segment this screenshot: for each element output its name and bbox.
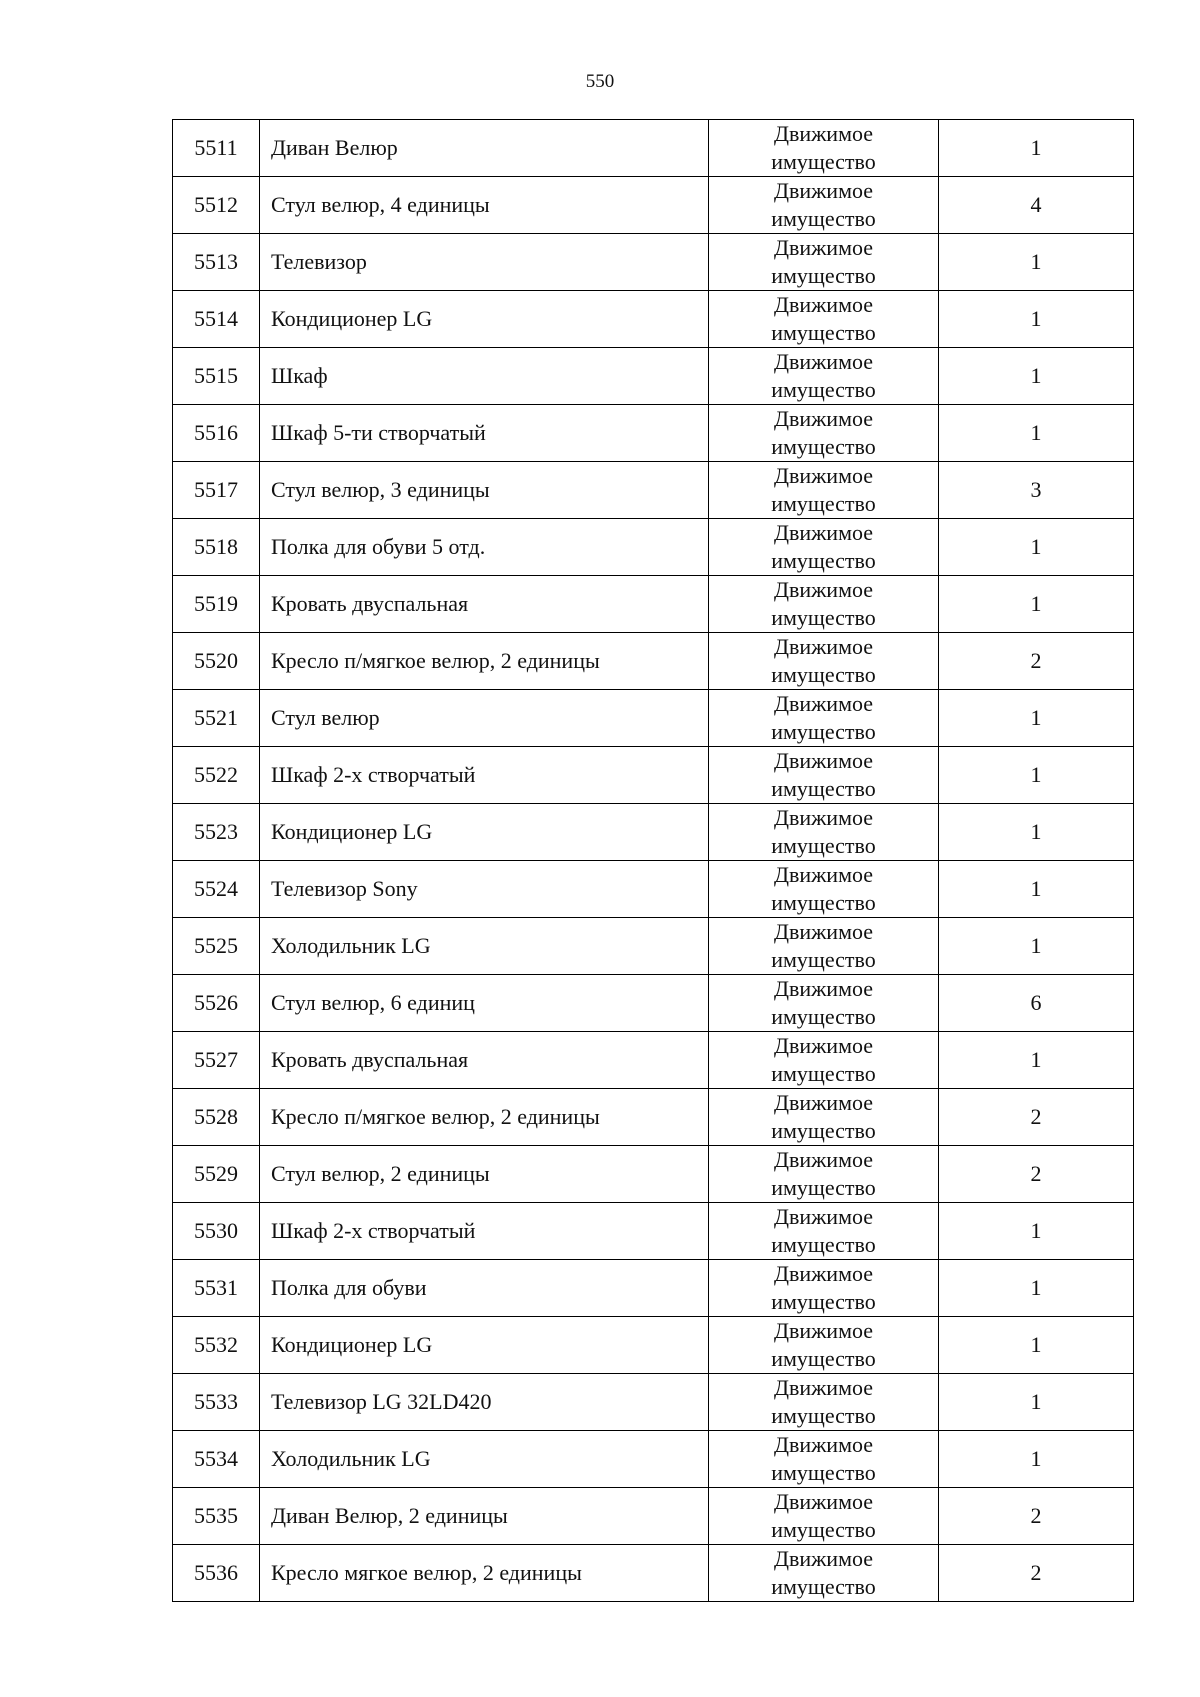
item-name-cell: Кресло мягкое велюр, 2 единицы bbox=[260, 1545, 709, 1602]
quantity-cell: 1 bbox=[939, 234, 1134, 291]
table-row bbox=[173, 690, 1134, 747]
item-name-cell: Холодильник LG bbox=[260, 918, 709, 975]
property-type-line-1: Движимое bbox=[773, 634, 874, 659]
property-type-line-2: имущество bbox=[771, 833, 876, 858]
property-type-line-1: Движимое bbox=[773, 292, 874, 317]
property-type-line-1: Движимое bbox=[773, 1147, 874, 1172]
property-type-cell bbox=[709, 1203, 939, 1260]
property-type-line-1: Движимое bbox=[773, 121, 874, 146]
table-row bbox=[173, 747, 1134, 804]
row-number-cell: 5531 bbox=[173, 1260, 260, 1317]
quantity-cell: 2 bbox=[939, 1089, 1134, 1146]
item-name-cell: Телевизор bbox=[260, 234, 709, 291]
table-row bbox=[173, 519, 1134, 576]
item-name-cell: Стул велюр bbox=[260, 690, 709, 747]
item-name-cell: Кровать двуспальная bbox=[260, 1032, 709, 1089]
item-name-cell: Кровать двуспальная bbox=[260, 576, 709, 633]
item-name-cell: Шкаф 2-х створчатый bbox=[260, 1203, 709, 1260]
quantity-cell: 1 bbox=[939, 1260, 1134, 1317]
item-name-cell: Кондиционер LG bbox=[260, 1317, 709, 1374]
property-type-cell bbox=[709, 633, 939, 690]
row-number-cell: 5517 bbox=[173, 462, 260, 519]
table-row bbox=[173, 975, 1134, 1032]
property-type-line-1: Движимое bbox=[773, 976, 874, 1001]
item-name-cell: Кондиционер LG bbox=[260, 291, 709, 348]
quantity-cell: 2 bbox=[939, 1146, 1134, 1203]
property-type-cell bbox=[709, 291, 939, 348]
table-row bbox=[173, 1374, 1134, 1431]
table-row bbox=[173, 234, 1134, 291]
property-type-line-2: имущество bbox=[771, 548, 876, 573]
property-type-line-2: имущество bbox=[771, 1574, 876, 1599]
row-number-cell: 5527 bbox=[173, 1032, 260, 1089]
item-name-cell: Холодильник LG bbox=[260, 1431, 709, 1488]
item-name-cell: Кресло п/мягкое велюр, 2 единицы bbox=[260, 633, 709, 690]
property-type-line-2: имущество bbox=[771, 320, 876, 345]
table-row bbox=[173, 1032, 1134, 1089]
inventory-table-body bbox=[173, 120, 1134, 1602]
row-number-cell: 5536 bbox=[173, 1545, 260, 1602]
item-name-cell: Стул велюр, 4 единицы bbox=[260, 177, 709, 234]
property-type-cell bbox=[709, 1545, 939, 1602]
item-name-cell: Стул велюр, 3 единицы bbox=[260, 462, 709, 519]
quantity-cell: 1 bbox=[939, 405, 1134, 462]
property-type-line-2: имущество bbox=[771, 1004, 876, 1029]
property-type-line-2: имущество bbox=[771, 605, 876, 630]
property-type-cell bbox=[709, 975, 939, 1032]
property-type-line-1: Движимое bbox=[773, 406, 874, 431]
property-type-cell bbox=[709, 1488, 939, 1545]
table-row bbox=[173, 177, 1134, 234]
quantity-cell: 1 bbox=[939, 1032, 1134, 1089]
table-row bbox=[173, 1317, 1134, 1374]
quantity-cell: 1 bbox=[939, 576, 1134, 633]
item-name-cell: Кресло п/мягкое велюр, 2 единицы bbox=[260, 1089, 709, 1146]
item-name-cell: Диван Велюр bbox=[260, 120, 709, 177]
quantity-cell: 3 bbox=[939, 462, 1134, 519]
row-number-cell: 5532 bbox=[173, 1317, 260, 1374]
item-name-cell: Шкаф bbox=[260, 348, 709, 405]
property-type-line-1: Движимое bbox=[773, 1375, 874, 1400]
table-row bbox=[173, 576, 1134, 633]
table-row bbox=[173, 462, 1134, 519]
quantity-cell: 4 bbox=[939, 177, 1134, 234]
property-type-line-1: Движимое bbox=[773, 1432, 874, 1457]
quantity-cell: 1 bbox=[939, 1317, 1134, 1374]
property-type-cell bbox=[709, 1146, 939, 1203]
property-type-line-2: имущество bbox=[771, 206, 876, 231]
property-type-cell bbox=[709, 804, 939, 861]
item-name-cell: Кондиционер LG bbox=[260, 804, 709, 861]
row-number-cell: 5513 bbox=[173, 234, 260, 291]
quantity-cell: 1 bbox=[939, 918, 1134, 975]
quantity-cell: 1 bbox=[939, 861, 1134, 918]
row-number-cell: 5515 bbox=[173, 348, 260, 405]
quantity-cell: 6 bbox=[939, 975, 1134, 1032]
table-row bbox=[173, 1431, 1134, 1488]
property-type-line-2: имущество bbox=[771, 434, 876, 459]
property-type-line-2: имущество bbox=[771, 1346, 876, 1371]
row-number-cell: 5528 bbox=[173, 1089, 260, 1146]
quantity-cell: 1 bbox=[939, 747, 1134, 804]
quantity-cell: 1 bbox=[939, 519, 1134, 576]
property-type-line-2: имущество bbox=[771, 1232, 876, 1257]
table-row bbox=[173, 1089, 1134, 1146]
property-type-cell bbox=[709, 1374, 939, 1431]
property-type-cell bbox=[709, 1089, 939, 1146]
row-number-cell: 5521 bbox=[173, 690, 260, 747]
quantity-cell: 2 bbox=[939, 1545, 1134, 1602]
property-type-line-2: имущество bbox=[771, 377, 876, 402]
quantity-cell: 1 bbox=[939, 1374, 1134, 1431]
property-type-line-1: Движимое bbox=[773, 1489, 874, 1514]
property-type-line-1: Движимое bbox=[773, 1033, 874, 1058]
row-number-cell: 5533 bbox=[173, 1374, 260, 1431]
quantity-cell: 1 bbox=[939, 291, 1134, 348]
row-number-cell: 5535 bbox=[173, 1488, 260, 1545]
property-type-cell bbox=[709, 177, 939, 234]
item-name-cell: Стул велюр, 6 единиц bbox=[260, 975, 709, 1032]
property-type-cell bbox=[709, 747, 939, 804]
property-type-line-1: Движимое bbox=[773, 178, 874, 203]
property-type-line-1: Движимое bbox=[773, 919, 874, 944]
item-name-cell: Стул велюр, 2 единицы bbox=[260, 1146, 709, 1203]
property-type-cell bbox=[709, 120, 939, 177]
quantity-cell: 2 bbox=[939, 1488, 1134, 1545]
table-row bbox=[173, 633, 1134, 690]
property-type-cell bbox=[709, 519, 939, 576]
table-row bbox=[173, 861, 1134, 918]
row-number-cell: 5512 bbox=[173, 177, 260, 234]
row-number-cell: 5529 bbox=[173, 1146, 260, 1203]
table-row bbox=[173, 1260, 1134, 1317]
page-number: 550 bbox=[585, 71, 615, 92]
quantity-cell: 1 bbox=[939, 804, 1134, 861]
table-row bbox=[173, 1488, 1134, 1545]
quantity-cell: 1 bbox=[939, 1431, 1134, 1488]
item-name-cell: Полка для обуви 5 отд. bbox=[260, 519, 709, 576]
property-type-cell bbox=[709, 1260, 939, 1317]
quantity-cell: 1 bbox=[939, 1203, 1134, 1260]
row-number-cell: 5534 bbox=[173, 1431, 260, 1488]
item-name-cell: Полка для обуви bbox=[260, 1260, 709, 1317]
row-number-cell: 5525 bbox=[173, 918, 260, 975]
table-row bbox=[173, 405, 1134, 462]
row-number-cell: 5524 bbox=[173, 861, 260, 918]
item-name-cell: Телевизор Sony bbox=[260, 861, 709, 918]
property-type-line-2: имущество bbox=[771, 1289, 876, 1314]
row-number-cell: 5516 bbox=[173, 405, 260, 462]
row-number-cell: 5511 bbox=[173, 120, 260, 177]
quantity-cell: 1 bbox=[939, 120, 1134, 177]
property-type-line-1: Движимое bbox=[773, 1261, 874, 1286]
property-type-line-1: Движимое bbox=[773, 1546, 874, 1571]
table-row bbox=[173, 1146, 1134, 1203]
property-type-cell bbox=[709, 462, 939, 519]
row-number-cell: 5526 bbox=[173, 975, 260, 1032]
row-number-cell: 5522 bbox=[173, 747, 260, 804]
property-type-line-2: имущество bbox=[771, 1118, 876, 1143]
property-type-line-2: имущество bbox=[771, 947, 876, 972]
property-type-line-1: Движимое bbox=[773, 1318, 874, 1343]
property-type-line-2: имущество bbox=[771, 776, 876, 801]
property-type-cell bbox=[709, 861, 939, 918]
item-name-cell: Шкаф 5-ти створчатый bbox=[260, 405, 709, 462]
property-type-cell bbox=[709, 918, 939, 975]
property-type-line-2: имущество bbox=[771, 149, 876, 174]
table-row bbox=[173, 348, 1134, 405]
property-type-line-1: Движимое bbox=[773, 862, 874, 887]
property-type-line-2: имущество bbox=[771, 662, 876, 687]
table-row bbox=[173, 291, 1134, 348]
property-type-line-1: Движимое bbox=[773, 577, 874, 602]
property-type-cell bbox=[709, 348, 939, 405]
quantity-cell: 1 bbox=[939, 690, 1134, 747]
property-type-line-1: Движимое bbox=[773, 691, 874, 716]
property-type-line-2: имущество bbox=[771, 890, 876, 915]
property-type-cell bbox=[709, 690, 939, 747]
table-row bbox=[173, 120, 1134, 177]
table-row bbox=[173, 804, 1134, 861]
property-type-line-2: имущество bbox=[771, 491, 876, 516]
property-type-cell bbox=[709, 405, 939, 462]
property-type-line-1: Движимое bbox=[773, 748, 874, 773]
property-type-cell bbox=[709, 1317, 939, 1374]
item-name-cell: Шкаф 2-х створчатый bbox=[260, 747, 709, 804]
property-type-line-1: Движимое bbox=[773, 349, 874, 374]
table-row bbox=[173, 1545, 1134, 1602]
property-type-line-1: Движимое bbox=[773, 805, 874, 830]
row-number-cell: 5523 bbox=[173, 804, 260, 861]
row-number-cell: 5519 bbox=[173, 576, 260, 633]
property-type-line-2: имущество bbox=[771, 1403, 876, 1428]
property-type-line-2: имущество bbox=[771, 1460, 876, 1485]
inventory-table bbox=[172, 119, 1134, 1602]
row-number-cell: 5518 bbox=[173, 519, 260, 576]
property-type-line-2: имущество bbox=[771, 1061, 876, 1086]
property-type-line-2: имущество bbox=[771, 719, 876, 744]
property-type-line-1: Движимое bbox=[773, 1090, 874, 1115]
table-row bbox=[173, 1203, 1134, 1260]
item-name-cell: Диван Велюр, 2 единицы bbox=[260, 1488, 709, 1545]
property-type-line-1: Движимое bbox=[773, 1204, 874, 1229]
item-name-cell: Телевизор LG 32LD420 bbox=[260, 1374, 709, 1431]
quantity-cell: 1 bbox=[939, 348, 1134, 405]
row-number-cell: 5520 bbox=[173, 633, 260, 690]
row-number-cell: 5514 bbox=[173, 291, 260, 348]
property-type-line-1: Движимое bbox=[773, 520, 874, 545]
quantity-cell: 2 bbox=[939, 633, 1134, 690]
property-type-line-2: имущество bbox=[771, 1517, 876, 1542]
table-row bbox=[173, 918, 1134, 975]
property-type-line-2: имущество bbox=[771, 1175, 876, 1200]
row-number-cell: 5530 bbox=[173, 1203, 260, 1260]
property-type-cell bbox=[709, 1032, 939, 1089]
property-type-line-1: Движимое bbox=[773, 463, 874, 488]
property-type-cell bbox=[709, 234, 939, 291]
property-type-cell bbox=[709, 1431, 939, 1488]
property-type-cell bbox=[709, 576, 939, 633]
property-type-line-1: Движимое bbox=[773, 235, 874, 260]
property-type-line-2: имущество bbox=[771, 263, 876, 288]
